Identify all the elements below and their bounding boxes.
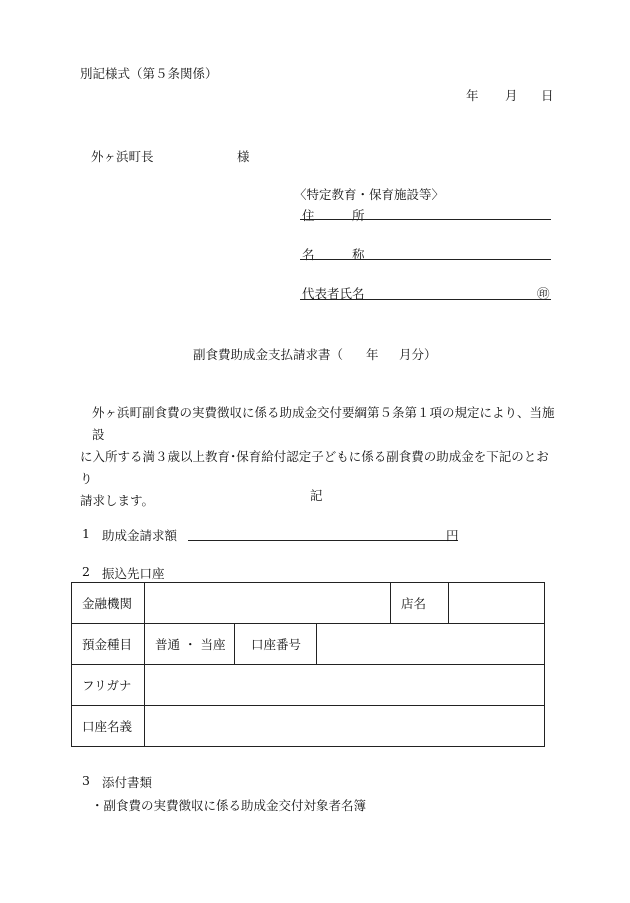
table-row bbox=[72, 706, 545, 747]
holder-value-cell[interactable] bbox=[145, 706, 545, 747]
name-underline bbox=[300, 259, 551, 260]
table-row bbox=[72, 583, 545, 624]
table-row bbox=[72, 665, 545, 706]
seal-mark: ㊞ bbox=[537, 286, 550, 301]
document-title-year: 年 bbox=[366, 347, 379, 362]
table-row bbox=[72, 624, 545, 665]
applicant-heading: 〈特定教育・保育施設等〉 bbox=[294, 187, 445, 202]
form-label: 別記様式（第５条関係） bbox=[80, 66, 218, 81]
section3-number: 3 bbox=[82, 773, 90, 788]
document-title-prefix: 副食費助成金支払請求書（ bbox=[193, 347, 344, 362]
section2-label: 振込先口座 bbox=[102, 566, 165, 581]
branch-value-cell[interactable] bbox=[449, 583, 545, 624]
bank-label: 金融機関 bbox=[72, 583, 145, 624]
addressee-name: 外ヶ浜町長 bbox=[91, 149, 154, 164]
account-table bbox=[71, 582, 545, 747]
bank-value-cell[interactable] bbox=[145, 583, 391, 624]
section1-number: 1 bbox=[82, 526, 90, 541]
representative-label: 代表者氏名 bbox=[302, 286, 365, 301]
amount-underline bbox=[188, 540, 458, 541]
name-label-1: 名 bbox=[302, 247, 315, 262]
address-label-1: 住 bbox=[302, 208, 315, 223]
body-line-1: 外ヶ浜町副食費の実費徴収に係る助成金交付要綱第５条第１項の規定により、当施設 bbox=[92, 405, 555, 442]
attachment-item: ・副食費の実費徴収に係る助成金交付対象者名簿 bbox=[91, 798, 367, 813]
type-options[interactable]: 普通 ・ 当座 bbox=[145, 624, 235, 665]
number-value-cell[interactable] bbox=[317, 624, 545, 665]
type-label: 預金種目 bbox=[72, 624, 145, 665]
number-label: 口座番号 bbox=[235, 624, 317, 665]
date-year-label: 年 bbox=[466, 88, 479, 103]
document-title-month: 月分） bbox=[399, 347, 437, 362]
branch-label: 店名 bbox=[391, 583, 449, 624]
kana-label: フリガナ bbox=[72, 665, 145, 706]
section2-number: 2 bbox=[82, 564, 90, 579]
name-label-2: 称 bbox=[352, 247, 365, 262]
date-month-label: 月 bbox=[505, 88, 518, 103]
representative-underline bbox=[300, 299, 551, 300]
address-underline bbox=[300, 219, 551, 220]
addressee-honorific: 様 bbox=[237, 149, 250, 164]
section3-label: 添付書類 bbox=[102, 775, 153, 790]
body-line-2: に入所する満３歳以上教育･保育給付認定子どもに係る副食費の助成金を下記のとおり bbox=[80, 449, 549, 486]
holder-label: 口座名義 bbox=[72, 706, 145, 747]
kana-value-cell[interactable] bbox=[145, 665, 545, 706]
address-label-2: 所 bbox=[352, 208, 365, 223]
ki-heading: 記 bbox=[310, 488, 323, 503]
body-line-3: 請求します。 bbox=[80, 493, 155, 508]
amount-unit: 円 bbox=[446, 528, 459, 543]
section1-label: 助成金請求額 bbox=[102, 528, 178, 543]
date-day-label: 日 bbox=[541, 88, 554, 103]
